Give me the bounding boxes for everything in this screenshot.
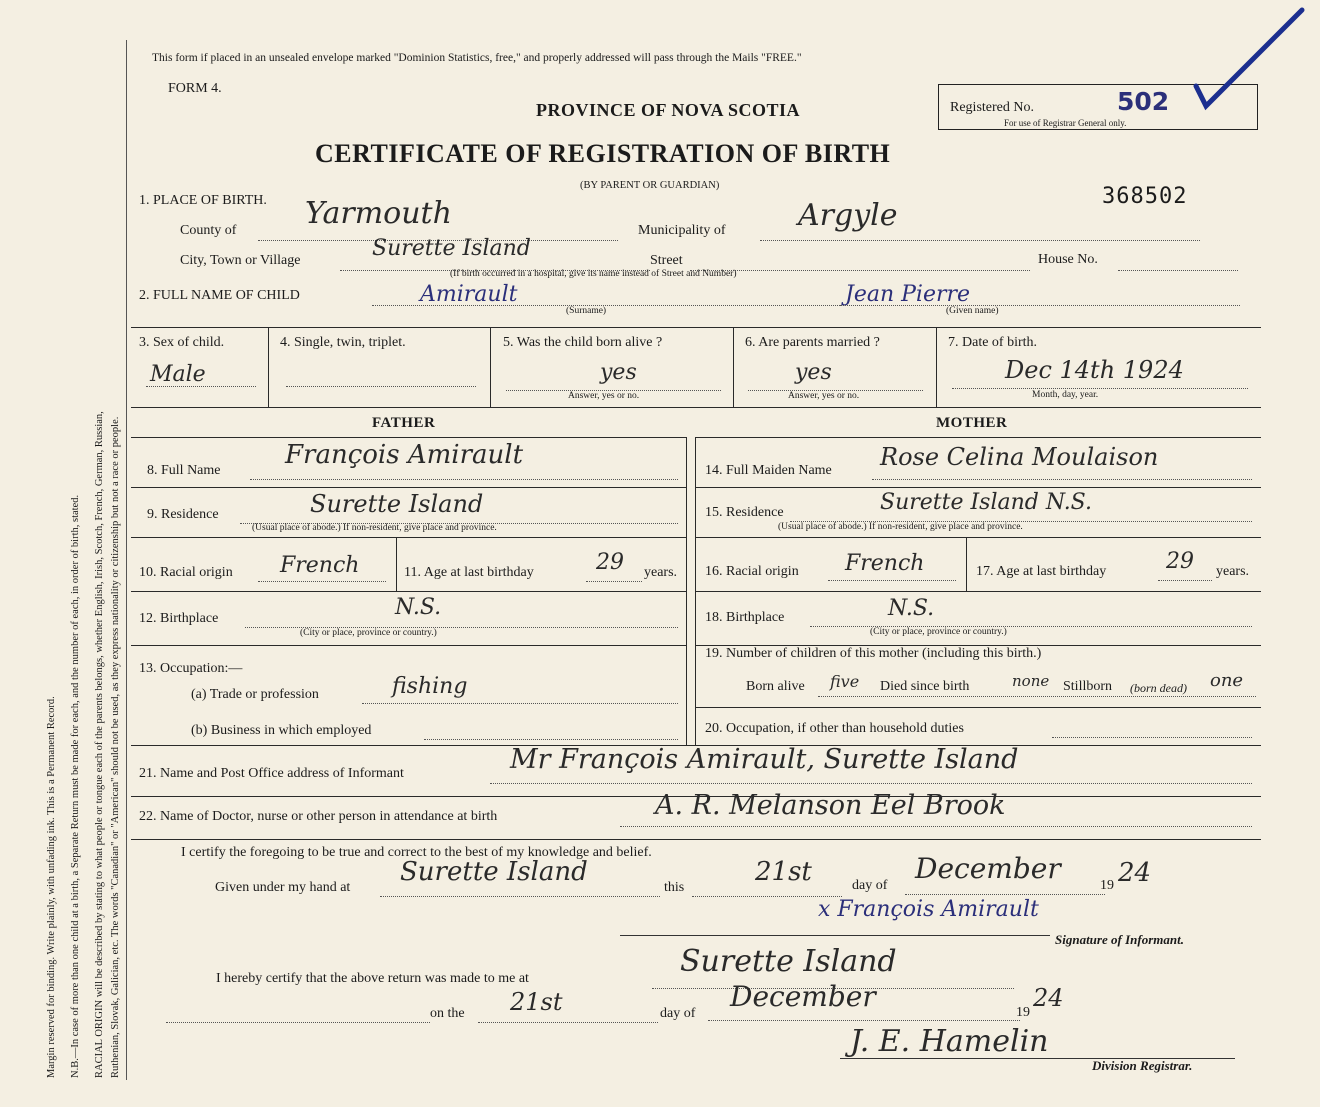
parents-married-caption: Answer, yes or no.	[788, 391, 860, 401]
city-value: Surette Island	[372, 236, 531, 261]
mother-age-label: 17. Age at last birthday	[976, 564, 1107, 579]
trade-value: fishing	[392, 674, 468, 699]
city-label: City, Town or Village	[180, 253, 301, 268]
mother-name-value: Rose Celina Moulaison	[880, 443, 1159, 471]
father-residence-value: Surette Island	[310, 490, 484, 518]
father-age-unit: years.	[644, 565, 678, 580]
place-of-birth-label: 1. PLACE OF BIRTH.	[139, 193, 267, 208]
mother-residence-caption: (Usual place of abode.) If non-resident, give place and province.	[778, 522, 1023, 532]
father-name-value: François Amirault	[285, 440, 524, 470]
county-label: County of	[180, 223, 237, 238]
date-of-birth-caption: Month, day, year.	[1032, 390, 1099, 400]
margin-note: N.B.—In case of more than one child at a birth, a Separate Return must be made for each, and the number of each, in order of birth, stated.	[70, 494, 81, 1078]
certify-statement: I certify the foregoing to be true and correct to the best of my knowledge and belief.	[181, 845, 652, 860]
year-prefix: 19	[1100, 878, 1114, 893]
given-under-hand-label: Given under my hand at	[215, 880, 351, 895]
registrar-use-note: For use of Registrar General only.	[1004, 118, 1127, 128]
county-value: Yarmouth	[305, 196, 452, 231]
mother-racial-label: 16. Racial origin	[705, 564, 799, 579]
registered-label: Registered No.	[950, 100, 1034, 115]
sex-value: Male	[150, 362, 206, 387]
born-alive-label: 5. Was the child born alive ?	[503, 335, 663, 350]
child-surname-value: Amirault	[420, 282, 518, 307]
mail-note: This form if placed in an unsealed envelope marked "Dominion Statistics, free," and properly addressed will pass through the Mails "FREE."	[152, 52, 802, 64]
certificate-title: CERTIFICATE OF REGISTRATION OF BIRTH	[315, 139, 891, 168]
father-residence-caption: (Usual place of abode.) If non-resident, give place and province.	[252, 523, 497, 533]
form-number: FORM 4.	[168, 81, 222, 96]
mother-occupation-label: 20. Occupation, if other than household duties	[705, 721, 964, 736]
father-residence-label: 9. Residence	[147, 507, 219, 522]
given-day-value: 21st	[755, 857, 812, 887]
registrar-signature: J. E. Hamelin	[850, 1024, 1049, 1059]
stillborn-note: (born dead)	[1130, 681, 1187, 695]
date-of-birth-label: 7. Date of birth.	[948, 335, 1038, 350]
child-given-value: Jean Pierre	[845, 282, 971, 307]
born-alive-count-label: Born alive	[746, 679, 805, 694]
municipality-value: Argyle	[798, 198, 898, 233]
margin-note: Margin reserved for binding. Write plainly, with unfading ink. This is a Permanent Record.	[46, 696, 57, 1078]
father-racial-label: 10. Racial origin	[139, 565, 233, 580]
this-label: this	[664, 880, 685, 895]
registrar-month-value: December	[730, 980, 876, 1013]
stillborn-label: Stillborn	[1063, 679, 1113, 694]
stillborn-value: one	[1210, 670, 1244, 691]
province-heading: PROVINCE OF NOVA SCOTIA	[536, 100, 801, 120]
margin-note: Ruthenian, Slovak, Galician, etc. The words "Canadian" or "American" should not be used, as they express nationality or citizenship but not a race or people.	[110, 416, 121, 1078]
registered-value: 502	[1117, 87, 1170, 116]
surname-caption: (Surname)	[566, 306, 607, 316]
check-mark-icon	[1190, 4, 1310, 114]
on-the-label: on the	[430, 1006, 465, 1021]
informant-signature-caption: Signature of Informant.	[1055, 932, 1184, 947]
mother-residence-value: Surette Island N.S.	[880, 490, 1092, 515]
registrar-place-value: Surette Island	[680, 944, 897, 979]
given-month-value: December	[915, 852, 1061, 885]
father-age-label: 11. Age at last birthday	[404, 565, 534, 580]
born-alive-count-value: five	[830, 672, 860, 691]
given-name-caption: (Given name)	[946, 306, 999, 316]
father-birthplace-caption: (City or place, province or country.)	[300, 628, 437, 638]
father-name-label: 8. Full Name	[147, 463, 221, 478]
mother-racial-value: French	[845, 551, 925, 576]
mother-name-label: 14. Full Maiden Name	[705, 463, 832, 478]
business-label: (b) Business in which employed	[191, 723, 372, 738]
born-alive-value: yes	[600, 360, 637, 385]
mother-age-unit: years.	[1216, 564, 1250, 579]
registrar-year-prefix: 19	[1016, 1005, 1030, 1020]
child-name-label: 2. FULL NAME OF CHILD	[139, 288, 300, 303]
street-label: Street	[650, 253, 683, 268]
father-racial-value: French	[280, 553, 360, 578]
given-year-value: 24	[1118, 858, 1152, 888]
doctor-value: A. R. Melanson Eel Brook	[655, 790, 1006, 821]
informant-label: 21. Name and Post Office address of Informant	[139, 766, 404, 781]
registrar-signature-caption: Division Registrar.	[1092, 1058, 1193, 1073]
father-heading: FATHER	[372, 415, 436, 431]
doctor-label: 22. Name of Doctor, nurse or other person in attendance at birth	[139, 809, 498, 824]
informant-value: Mr François Amirault, Surette Island	[510, 744, 1019, 775]
registrar-year-value: 24	[1033, 984, 1064, 1012]
father-birthplace-value: N.S.	[395, 595, 442, 620]
died-since-birth-label: Died since birth	[880, 679, 970, 694]
municipality-label: Municipality of	[638, 223, 726, 238]
parents-married-value: yes	[795, 360, 832, 385]
given-place-value: Surette Island	[400, 857, 588, 887]
informant-signature: x François Amirault	[818, 897, 1039, 922]
certificate-subtitle: (BY PARENT OR GUARDIAN)	[580, 180, 720, 191]
father-age-value: 29	[596, 550, 624, 575]
died-since-birth-value: none	[1012, 672, 1050, 690]
date-of-birth-value: Dec 14th 1924	[1005, 356, 1184, 384]
mother-birthplace-value: N.S.	[888, 596, 935, 621]
mother-birthplace-label: 18. Birthplace	[705, 610, 785, 625]
trade-label: (a) Trade or profession	[191, 687, 319, 702]
father-birthplace-label: 12. Birthplace	[139, 611, 219, 626]
mother-birthplace-caption: (City or place, province or country.)	[870, 627, 1007, 637]
children-count-label: 19. Number of children of this mother (including this birth.)	[705, 646, 1042, 661]
parents-married-label: 6. Are parents married ?	[745, 335, 880, 350]
hospital-note: (If birth occurred in a hospital, give its name instead of Street and Number)	[450, 269, 737, 279]
day-of-label: day of	[852, 878, 888, 893]
margin-note: RACIAL ORIGIN will be described by stating to what people or tongue each of the parents belongs, whether English, Irish, Scotch, French, German, Russian,	[94, 411, 105, 1078]
mother-heading: MOTHER	[936, 415, 1008, 431]
binding-margin-line	[126, 40, 127, 1080]
father-occupation-label: 13. Occupation:—	[139, 661, 243, 676]
sex-label: 3. Sex of child.	[139, 335, 225, 350]
house-number-label: House No.	[1038, 252, 1098, 267]
born-alive-caption: Answer, yes or no.	[568, 391, 640, 401]
registrar-day-value: 21st	[510, 988, 563, 1016]
serial-number: 368502	[1102, 184, 1188, 209]
registrar-statement: I hereby certify that the above return was made to me at	[216, 971, 529, 986]
mother-residence-label: 15. Residence	[705, 505, 784, 520]
mother-age-value: 29	[1166, 549, 1194, 574]
multiple-birth-label: 4. Single, twin, triplet.	[280, 335, 406, 350]
registrar-day-of-label: day of	[660, 1006, 696, 1021]
